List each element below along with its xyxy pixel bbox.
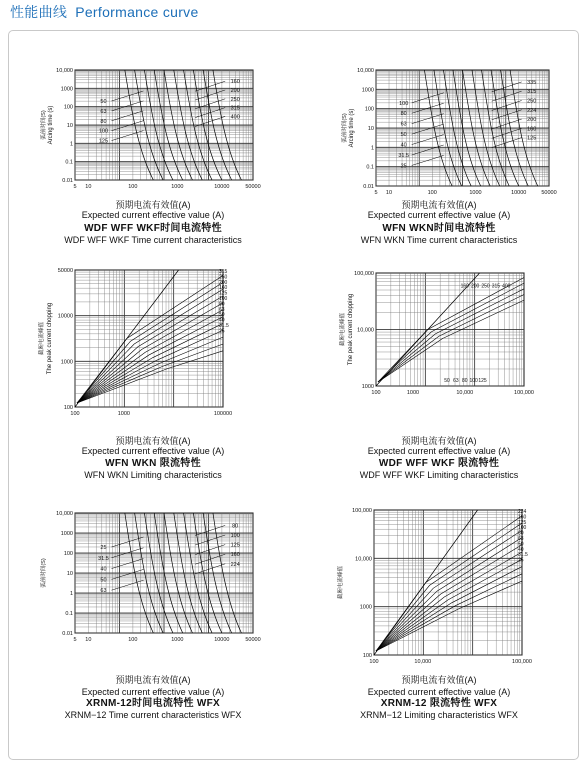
x-caption-en: Expected current effective value (A) bbox=[367, 210, 511, 220]
curve-label-bottom: 80 bbox=[462, 378, 468, 384]
y-tick-label: 0.1 bbox=[65, 611, 73, 617]
curve-label-right: 400 bbox=[230, 114, 240, 121]
curve-label: 80 bbox=[219, 301, 225, 308]
y-axis-title-en: Arcing time (s) bbox=[349, 108, 355, 148]
curve-label: 40 bbox=[518, 546, 524, 553]
x-caption-en: Expected current effective value (A) bbox=[367, 446, 511, 456]
curve-label-bottom: 125 bbox=[478, 378, 487, 384]
curve-label-top: 400 bbox=[502, 283, 511, 290]
x-tick-label: 10 bbox=[385, 190, 393, 196]
curve-label-top: 315 bbox=[491, 283, 501, 290]
curve-label-right: 315 bbox=[230, 105, 240, 112]
chart-title-zh: WDF WFF WKF时间电流特性 bbox=[84, 223, 222, 234]
x-caption-zh: 预期电流有效值(A) bbox=[115, 436, 191, 446]
panel-wdf-limit bbox=[294, 262, 584, 507]
panel-xrnm-limit bbox=[294, 505, 584, 750]
y-tick-label: 1 bbox=[69, 141, 73, 148]
y-axis-title-zh: 截断电流峰值 bbox=[340, 312, 346, 347]
curve-label-right: 125 bbox=[527, 135, 537, 142]
y-tick-label: 10,000 bbox=[355, 556, 372, 563]
curve-label-right: 335 bbox=[527, 79, 537, 86]
curve-label-left: 80 bbox=[100, 118, 107, 125]
curve-label: 224 bbox=[518, 509, 527, 515]
x-tick-label: 10000 bbox=[214, 184, 230, 190]
x-tick-label: 100 bbox=[371, 390, 381, 396]
x-tick-label: 10000 bbox=[214, 637, 230, 643]
y-tick-label: 100 bbox=[364, 106, 374, 113]
curve-label-right: 160 bbox=[527, 126, 537, 133]
chart-xrnm-limit bbox=[294, 505, 584, 675]
chart-wdf-limit bbox=[294, 262, 584, 437]
curve-label: 100 bbox=[518, 525, 527, 532]
y-tick-label: 100 bbox=[63, 405, 73, 411]
curve-label-left: 50 bbox=[400, 132, 407, 139]
curve-label-left: 40 bbox=[100, 566, 107, 573]
curve-label-left: 63 bbox=[100, 588, 107, 595]
y-tick-label: 1000 bbox=[60, 359, 73, 366]
x-caption-zh: 预期电流有效值(A) bbox=[115, 675, 191, 685]
x-tick-label: 1000 bbox=[406, 390, 420, 396]
y-tick-label: 10,000 bbox=[56, 511, 73, 517]
x-tick-label: 100 bbox=[128, 637, 138, 643]
curve-label: 50 bbox=[518, 541, 524, 548]
chart-wfn-time bbox=[294, 62, 584, 202]
chart-title-en: WDF WFF WKF Limiting characteristics bbox=[359, 470, 519, 480]
curve-label-left: 31.5 bbox=[398, 153, 410, 159]
curve-label-bottom: 50 bbox=[444, 378, 450, 384]
curve-label-top: 200 bbox=[470, 283, 480, 290]
chart-wfn-limit bbox=[8, 262, 298, 437]
x-tick-label: 50000 bbox=[245, 184, 261, 190]
x-caption-en: Expected current effective value (A) bbox=[367, 687, 511, 697]
x-tick-label: 100 bbox=[369, 659, 379, 665]
chart-title-zh: WDF WFF WKF 限流特性 bbox=[378, 458, 500, 469]
curve-label-left: 63 bbox=[400, 121, 407, 128]
curve-label-right: 160 bbox=[230, 79, 240, 86]
x-tick-label: 10 bbox=[85, 184, 92, 190]
x-tick-label: 100,000 bbox=[512, 659, 532, 665]
y-tick-label: 10000 bbox=[57, 313, 73, 320]
y-tick-label: 0.1 bbox=[366, 164, 374, 171]
chart-title-zh: XRNM-12 限流特性 WFX bbox=[380, 698, 498, 709]
y-tick-label: 0.01 bbox=[62, 178, 73, 184]
chart-title-zh: WFN WKN 限流特性 bbox=[105, 458, 201, 469]
y-tick-label: 1 bbox=[69, 591, 73, 597]
chart-title-en: XRNM−12 Limiting characteristics WFX bbox=[360, 710, 518, 720]
curve-label-bottom: 100 bbox=[469, 378, 478, 384]
curve-label: 250 bbox=[219, 274, 228, 281]
x-tick-label: 50000 bbox=[541, 190, 557, 196]
curve-label-left: 125 bbox=[98, 138, 109, 145]
curve-label: 63 bbox=[518, 536, 524, 542]
curve-label-left: 80 bbox=[400, 111, 407, 118]
x-tick-label: 1000 bbox=[469, 190, 482, 196]
curve-label-left: 63 bbox=[100, 108, 107, 115]
chart-title-en: WFN WKN Time current characteristics bbox=[360, 235, 518, 245]
curve-label: 315 bbox=[219, 269, 228, 275]
curve-label: 63 bbox=[219, 306, 225, 313]
curve-label: 125 bbox=[518, 519, 527, 526]
x-tick-label: 1000 bbox=[171, 184, 184, 190]
y-tick-label: 0.01 bbox=[363, 184, 374, 190]
y-tick-label: 10 bbox=[66, 123, 73, 129]
panel-wfn-limit bbox=[8, 262, 298, 507]
curve-label-left: 50 bbox=[100, 577, 107, 584]
curve-label-left: 25 bbox=[400, 163, 407, 170]
y-tick-label: 10 bbox=[367, 126, 374, 132]
curve-label-left: 100 bbox=[98, 128, 109, 135]
curve-label-left: 31.5 bbox=[98, 555, 109, 562]
curve-label: 25 bbox=[518, 557, 524, 564]
x-tick-label: 1000 bbox=[171, 637, 184, 643]
curve-label-left: 25 bbox=[100, 545, 107, 551]
y-tick-label: 1 bbox=[370, 145, 374, 152]
curve-label-left: 50 bbox=[100, 99, 107, 105]
curve-label: 200 bbox=[219, 279, 228, 286]
x-tick-label: 100 bbox=[128, 184, 138, 190]
chart-xrnm-time bbox=[8, 505, 298, 675]
curve-label-left: 40 bbox=[400, 142, 407, 149]
curve-label: 40 bbox=[219, 317, 225, 324]
y-tick-label: 1000 bbox=[60, 531, 73, 537]
curve-label-left: 100 bbox=[399, 100, 409, 107]
y-tick-label: 0.1 bbox=[65, 159, 73, 166]
x-tick-label: 100 bbox=[427, 190, 437, 196]
x-caption-en: Expected current effective value (A) bbox=[81, 446, 225, 456]
curve-label-right: 200 bbox=[527, 117, 537, 124]
curve-label: 31.5 bbox=[518, 552, 528, 559]
y-tick-label: 1000 bbox=[60, 86, 73, 93]
curve-label-right: 200 bbox=[230, 88, 240, 94]
y-tick-label: 1000 bbox=[361, 384, 374, 390]
curve-label-right: 100 bbox=[230, 533, 240, 539]
curve-label: 31.5 bbox=[219, 323, 229, 329]
chart-title-zh: XRNM-12时间电流特性 WFX bbox=[86, 698, 220, 709]
y-tick-label: 100 bbox=[362, 653, 372, 659]
y-tick-label: 10 bbox=[66, 571, 73, 577]
curve-label-right: 315 bbox=[527, 89, 537, 96]
x-tick-label: 5 bbox=[73, 637, 77, 643]
x-tick-label: 100,000 bbox=[514, 390, 534, 396]
curve-label-top: 160 bbox=[460, 283, 469, 290]
curve-label-right: 250 bbox=[230, 96, 240, 103]
curve-label: 100 bbox=[219, 296, 228, 302]
curve-label: 25 bbox=[219, 328, 225, 335]
page-header bbox=[10, 2, 199, 22]
y-tick-label: 1000 bbox=[359, 604, 372, 611]
curve-label-right: 250 bbox=[527, 98, 537, 105]
y-axis-title-zh: 弧前时间(S) bbox=[41, 110, 47, 140]
curve-label: 160 bbox=[518, 514, 527, 521]
chart-title-zh: WFN WKN时间电流特性 bbox=[382, 223, 496, 234]
y-tick-label: 100,000 bbox=[354, 271, 374, 277]
x-tick-label: 5 bbox=[374, 190, 378, 196]
curve-label-right: 224 bbox=[527, 107, 537, 114]
y-axis-title-en: Arcing time (s) bbox=[48, 105, 54, 145]
x-caption-zh: 预期电流有效值(A) bbox=[401, 436, 477, 446]
curve-label-top: 250 bbox=[481, 283, 490, 290]
y-tick-label: 10,000 bbox=[56, 68, 73, 74]
x-tick-label: 100000 bbox=[213, 411, 233, 417]
curve-label-right: 224 bbox=[230, 561, 240, 568]
y-tick-label: 50000 bbox=[57, 268, 73, 274]
curve-label: 160 bbox=[219, 285, 228, 292]
header-title-en: Performance curve bbox=[75, 4, 199, 20]
y-axis-title-zh: 弧前时间(S) bbox=[342, 113, 348, 143]
x-tick-label: 10 bbox=[85, 637, 92, 643]
chart-wdf-time bbox=[8, 62, 298, 202]
y-axis-title-zh: 截断电流峰值 bbox=[39, 321, 45, 356]
x-caption-zh: 预期电流有效值(A) bbox=[115, 200, 191, 210]
curve-label-right: 160 bbox=[230, 552, 240, 559]
x-caption-en: Expected current effective value (A) bbox=[81, 687, 225, 697]
curve-label: 80 bbox=[518, 530, 524, 537]
y-tick-label: 10,000 bbox=[357, 327, 374, 334]
curve-label: 50 bbox=[219, 312, 225, 319]
x-tick-label: 10,000 bbox=[456, 390, 474, 396]
y-axis-title-zh: 截断电流峰值 bbox=[338, 565, 344, 600]
x-tick-label: 50000 bbox=[245, 637, 261, 643]
x-tick-label: 100 bbox=[70, 411, 80, 417]
y-tick-label: 100,000 bbox=[352, 508, 372, 514]
x-tick-label: 5 bbox=[73, 184, 77, 190]
y-tick-label: 0.01 bbox=[62, 631, 73, 637]
y-axis-title-zh: 弧前时间(S) bbox=[41, 558, 47, 588]
x-tick-label: 1000 bbox=[117, 411, 130, 417]
y-axis-title-en: The peak current chopping bbox=[47, 302, 53, 375]
curve-label: 125 bbox=[219, 290, 228, 297]
header-title-zh: 性能曲线 bbox=[10, 4, 68, 20]
x-caption-en: Expected current effective value (A) bbox=[81, 210, 225, 220]
curve-label-right: 125 bbox=[230, 542, 240, 549]
x-caption-zh: 预期电流有效值(A) bbox=[401, 675, 477, 685]
panel-xrnm-time bbox=[8, 505, 298, 750]
y-tick-label: 1000 bbox=[361, 87, 374, 94]
curve-label-bottom: 63 bbox=[453, 378, 459, 384]
x-caption-zh: 预期电流有效值(A) bbox=[401, 200, 477, 210]
x-tick-label: 10000 bbox=[511, 190, 527, 196]
y-tick-label: 100 bbox=[63, 104, 73, 111]
y-tick-label: 10,000 bbox=[357, 68, 374, 74]
chart-title-en: WDF WFF WKF Time current characteristics bbox=[64, 235, 242, 245]
y-axis-title-en: The peak current chopping bbox=[348, 293, 354, 366]
chart-title-en: WFN WKN Limiting characteristics bbox=[84, 470, 222, 480]
x-tick-label: 10,000 bbox=[414, 659, 432, 665]
chart-title-en: XRNM−12 Time current characteristics WFX bbox=[64, 710, 242, 720]
y-tick-label: 100 bbox=[63, 551, 73, 557]
curve-label-right: 80 bbox=[232, 523, 239, 530]
